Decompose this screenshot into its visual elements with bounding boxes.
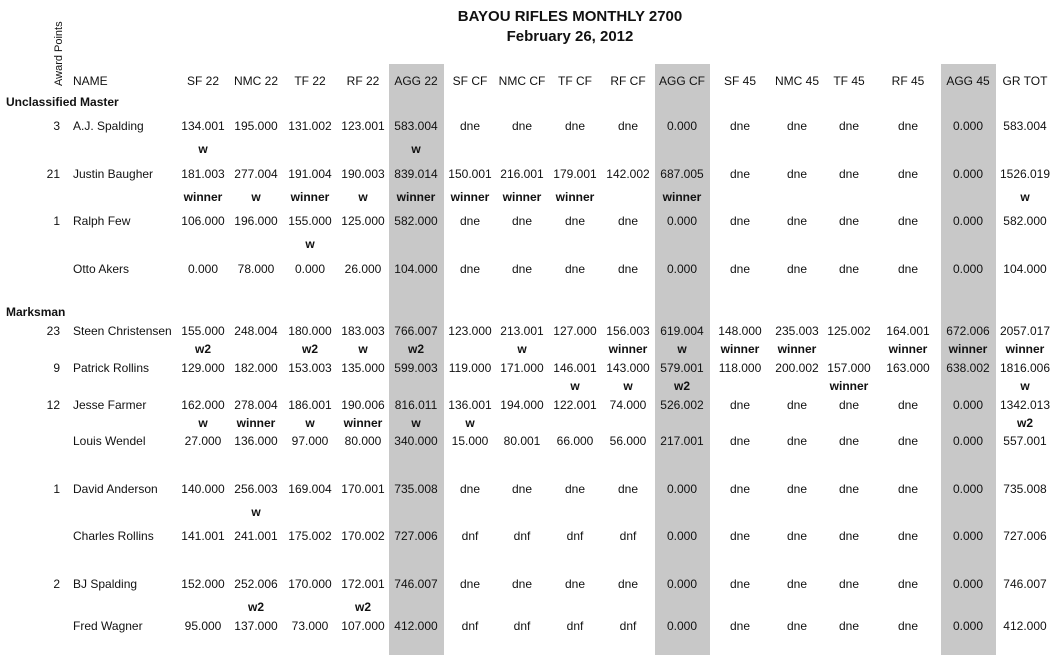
score-cell: dne: [729, 262, 751, 276]
shooter-name: David Anderson: [73, 482, 158, 496]
score-cell: 97.000: [291, 434, 329, 448]
score-cell: dne: [617, 482, 639, 496]
score-cell: dne: [838, 398, 860, 412]
award-tag: w: [1020, 190, 1030, 204]
page-title: BAYOU RIFLES MONTHLY 2700: [457, 8, 683, 25]
score-cell: dne: [838, 262, 860, 276]
score-cell: dnf: [461, 529, 479, 543]
score-cell: 155.000: [181, 324, 225, 338]
column-header: NMC 45: [774, 74, 820, 88]
shooter-name: Fred Wagner: [73, 619, 143, 633]
score-cell: 619.004: [660, 324, 704, 338]
score-cell: 170.000: [288, 577, 332, 591]
score-cell: 80.001: [503, 434, 541, 448]
score-cell: dne: [729, 214, 751, 228]
score-cell: 127.000: [553, 324, 597, 338]
score-cell: 118.000: [718, 361, 762, 375]
award-tag: winner: [450, 190, 490, 204]
award-tag: w: [358, 342, 368, 356]
score-cell: 155.000: [288, 214, 332, 228]
score-cell: dnf: [566, 529, 584, 543]
score-cell: 583.004: [1003, 119, 1047, 133]
award-tag: w2: [673, 379, 691, 393]
score-cell: 131.002: [288, 119, 332, 133]
score-cell: dne: [786, 529, 808, 543]
score-cell: dne: [897, 119, 919, 133]
column-header: NMC 22: [233, 74, 279, 88]
score-cell: 183.003: [341, 324, 385, 338]
score-cell: dne: [729, 577, 751, 591]
score-cell: 638.002: [946, 361, 990, 375]
score-cell: 278.004: [234, 398, 278, 412]
shooter-name: Patrick Rollins: [73, 361, 150, 375]
score-cell: dne: [729, 482, 751, 496]
column-header: SF 22: [186, 74, 220, 88]
score-cell: 0.000: [666, 262, 698, 276]
score-cell: 235.003: [775, 324, 819, 338]
score-cell: 579.001: [660, 361, 704, 375]
award-tag: winner: [608, 342, 648, 356]
score-cell: dne: [564, 482, 586, 496]
award-tag: w: [305, 416, 315, 430]
award-tag: w: [198, 416, 208, 430]
score-cell: dne: [897, 214, 919, 228]
award-tag: w2: [247, 600, 265, 614]
score-cell: 0.000: [666, 529, 698, 543]
score-cell: 146.001: [553, 361, 597, 375]
score-cell: dnf: [619, 529, 637, 543]
column-header: AGG 45: [946, 74, 990, 88]
score-cell: 0.000: [952, 619, 984, 633]
column-header: TF 22: [294, 74, 326, 88]
column-header: SF 45: [723, 74, 757, 88]
award-tag: w: [623, 379, 633, 393]
score-cell: 119.000: [448, 361, 492, 375]
score-cell: 122.001: [553, 398, 597, 412]
score-cell: 216.001: [500, 167, 544, 181]
score-cell: 27.000: [184, 434, 222, 448]
score-cell: 140.000: [181, 482, 225, 496]
score-cell: 179.001: [553, 167, 597, 181]
score-cell: dne: [617, 214, 639, 228]
award-tag: winner: [396, 190, 436, 204]
score-cell: 557.001: [1003, 434, 1047, 448]
shooter-name: Otto Akers: [73, 262, 130, 276]
column-header: TF CF: [558, 74, 592, 88]
score-cell: dne: [786, 434, 808, 448]
column-header: RF 22: [346, 74, 380, 88]
score-cell: 0.000: [666, 482, 698, 496]
score-cell: dnf: [619, 619, 637, 633]
score-cell: dne: [564, 214, 586, 228]
award-tag: winner: [290, 190, 330, 204]
score-cell: 106.000: [181, 214, 225, 228]
score-cell: 125.002: [827, 324, 871, 338]
score-cell: 340.000: [394, 434, 438, 448]
award-tag: w: [198, 142, 208, 156]
score-cell: 190.006: [341, 398, 385, 412]
award-points: 3: [53, 119, 60, 133]
column-header: RF CF: [610, 74, 646, 88]
score-cell: 213.001: [500, 324, 544, 338]
shooter-name: Steen Christensen: [73, 324, 172, 338]
column-header: AGG CF: [658, 74, 706, 88]
score-cell: 2057.017: [999, 324, 1051, 338]
score-cell: 0.000: [952, 482, 984, 496]
award-points: 1: [53, 214, 60, 228]
score-cell: dne: [729, 434, 751, 448]
score-cell: dne: [838, 167, 860, 181]
score-cell: dnf: [461, 619, 479, 633]
score-cell: 56.000: [609, 434, 647, 448]
award-tag: w: [517, 342, 527, 356]
award-points: 23: [46, 324, 60, 338]
score-cell: 95.000: [184, 619, 222, 633]
score-cell: dne: [838, 619, 860, 633]
score-cell: 582.000: [1003, 214, 1047, 228]
score-cell: dne: [838, 434, 860, 448]
score-cell: 217.001: [660, 434, 704, 448]
score-cell: 157.000: [827, 361, 871, 375]
score-cell: dne: [511, 482, 533, 496]
award-tag: winner: [343, 416, 383, 430]
column-header: TF 45: [833, 74, 865, 88]
score-cell: dnf: [566, 619, 584, 633]
score-cell: 687.005: [660, 167, 704, 181]
section-label: Marksman: [6, 305, 66, 319]
score-cell: 182.000: [234, 361, 278, 375]
award-tag: w: [305, 237, 315, 251]
score-cell: 152.000: [181, 577, 225, 591]
award-tag: winner: [1005, 342, 1045, 356]
score-cell: dne: [511, 262, 533, 276]
score-cell: dne: [511, 119, 533, 133]
column-header: NMC CF: [498, 74, 546, 88]
score-cell: 241.001: [234, 529, 278, 543]
award-tag: winner: [502, 190, 542, 204]
score-cell: 191.004: [288, 167, 332, 181]
award-tag: winner: [555, 190, 595, 204]
score-cell: 181.003: [181, 167, 225, 181]
score-cell: dne: [838, 214, 860, 228]
award-tag: winner: [720, 342, 760, 356]
score-cell: dnf: [513, 529, 531, 543]
score-cell: dne: [838, 529, 860, 543]
score-cell: 248.004: [234, 324, 278, 338]
score-cell: dne: [459, 262, 481, 276]
score-cell: 150.001: [448, 167, 492, 181]
score-cell: dne: [786, 167, 808, 181]
score-cell: dne: [729, 119, 751, 133]
score-cell: 134.001: [181, 119, 225, 133]
score-cell: 746.007: [394, 577, 438, 591]
score-cell: 129.000: [181, 361, 225, 375]
score-cell: 1526.019: [999, 167, 1051, 181]
score-cell: 15.000: [451, 434, 489, 448]
award-tag: w2: [407, 342, 425, 356]
award-tag: w: [465, 416, 475, 430]
score-cell: 169.004: [288, 482, 332, 496]
score-cell: dnf: [513, 619, 531, 633]
score-cell: dne: [786, 262, 808, 276]
score-cell: 153.003: [288, 361, 332, 375]
award-tag: w: [411, 142, 421, 156]
score-cell: dne: [459, 482, 481, 496]
award-tag: w: [677, 342, 687, 356]
score-cell: 0.000: [952, 119, 984, 133]
score-cell: 156.003: [606, 324, 650, 338]
score-cell: 0.000: [294, 262, 326, 276]
score-cell: 180.000: [288, 324, 332, 338]
score-cell: 170.002: [341, 529, 385, 543]
score-cell: dne: [729, 529, 751, 543]
score-cell: 137.000: [234, 619, 278, 633]
score-cell: 672.006: [946, 324, 990, 338]
score-cell: 142.002: [606, 167, 650, 181]
score-cell: 727.006: [1003, 529, 1047, 543]
shooter-name: BJ Spalding: [73, 577, 138, 591]
section-label: Unclassified Master: [6, 95, 119, 109]
score-cell: dne: [897, 482, 919, 496]
award-tag: w: [251, 190, 261, 204]
score-cell: dne: [729, 619, 751, 633]
score-cell: dne: [617, 577, 639, 591]
award-tag: w: [1020, 379, 1030, 393]
award-tag: winner: [777, 342, 817, 356]
column-header: SF CF: [452, 74, 488, 88]
award-tag: w: [251, 505, 261, 519]
score-cell: dne: [897, 434, 919, 448]
shooter-name: Justin Baugher: [73, 167, 154, 181]
score-cell: 107.000: [341, 619, 385, 633]
shooter-name: Ralph Few: [73, 214, 131, 228]
score-cell: 1342.013: [999, 398, 1051, 412]
award-tag: w2: [1016, 416, 1034, 430]
award-tag: w2: [194, 342, 212, 356]
score-cell: dne: [511, 577, 533, 591]
score-cell: dne: [729, 398, 751, 412]
score-cell: 0.000: [952, 262, 984, 276]
score-cell: 78.000: [237, 262, 275, 276]
score-cell: 143.000: [606, 361, 650, 375]
score-cell: 195.000: [234, 119, 278, 133]
score-cell: dne: [897, 167, 919, 181]
score-cell: 172.001: [341, 577, 385, 591]
shooter-name: Louis Wendel: [73, 434, 146, 448]
score-cell: 148.000: [718, 324, 762, 338]
score-cell: 277.004: [234, 167, 278, 181]
score-cell: 123.000: [448, 324, 492, 338]
award-tag: winner: [236, 416, 276, 430]
score-cell: 526.002: [660, 398, 704, 412]
award-tag: winner: [183, 190, 223, 204]
award-tag: winner: [662, 190, 702, 204]
score-cell: dne: [838, 482, 860, 496]
score-cell: dne: [564, 262, 586, 276]
score-cell: 170.001: [341, 482, 385, 496]
score-cell: 1816.006: [999, 361, 1051, 375]
score-cell: dne: [897, 619, 919, 633]
score-cell: 135.000: [341, 361, 385, 375]
score-cell: 196.000: [234, 214, 278, 228]
score-cell: dne: [511, 214, 533, 228]
score-cell: 104.000: [394, 262, 438, 276]
column-header: GR TOT: [1002, 74, 1048, 88]
score-cell: dne: [729, 167, 751, 181]
score-cell: 163.000: [886, 361, 930, 375]
score-cell: dne: [897, 577, 919, 591]
score-cell: 599.003: [394, 361, 438, 375]
score-cell: 190.003: [341, 167, 385, 181]
score-cell: 141.001: [181, 529, 225, 543]
award-points-label: Award Points: [53, 21, 65, 86]
award-tag: w: [411, 416, 421, 430]
score-cell: dne: [459, 119, 481, 133]
score-cell: 0.000: [952, 214, 984, 228]
score-cell: 727.006: [394, 529, 438, 543]
score-cell: dne: [786, 214, 808, 228]
award-tag: winner: [888, 342, 928, 356]
award-points: 9: [53, 361, 60, 375]
score-cell: 582.000: [394, 214, 438, 228]
column-header-name: NAME: [73, 74, 108, 88]
score-cell: 412.000: [1003, 619, 1047, 633]
shooter-name: A.J. Spalding: [73, 119, 144, 133]
score-cell: 164.001: [886, 324, 930, 338]
score-cell: 186.001: [288, 398, 332, 412]
score-cell: 256.003: [234, 482, 278, 496]
score-cell: dne: [617, 262, 639, 276]
score-cell: dne: [897, 398, 919, 412]
score-cell: 816.011: [394, 398, 438, 412]
award-points: 2: [53, 577, 60, 591]
score-cell: 171.000: [500, 361, 544, 375]
score-cell: dne: [786, 398, 808, 412]
score-cell: 80.000: [344, 434, 382, 448]
award-tag: winner: [829, 379, 869, 393]
column-header: AGG 22: [394, 74, 438, 88]
score-cell: 0.000: [952, 167, 984, 181]
score-cell: 746.007: [1003, 577, 1047, 591]
score-cell: 125.000: [341, 214, 385, 228]
score-cell: 136.001: [448, 398, 492, 412]
score-cell: 26.000: [344, 262, 382, 276]
score-cell: dne: [786, 119, 808, 133]
score-cell: 200.002: [775, 361, 819, 375]
award-tag: w2: [301, 342, 319, 356]
score-cell: dne: [838, 577, 860, 591]
page-date: February 26, 2012: [506, 28, 634, 45]
score-cell: 104.000: [1003, 262, 1047, 276]
score-cell: 0.000: [187, 262, 219, 276]
score-cell: 735.008: [394, 482, 438, 496]
score-cell: 123.001: [341, 119, 385, 133]
score-cell: 412.000: [394, 619, 438, 633]
award-tag: w: [358, 190, 368, 204]
score-cell: 175.002: [288, 529, 332, 543]
score-cell: 0.000: [666, 214, 698, 228]
score-cell: 66.000: [556, 434, 594, 448]
score-cell: 0.000: [666, 577, 698, 591]
award-tag: w2: [354, 600, 372, 614]
award-tag: winner: [948, 342, 988, 356]
award-points: 1: [53, 482, 60, 496]
aggcf-column-shade: [655, 64, 710, 655]
score-cell: 0.000: [952, 434, 984, 448]
score-cell: 162.000: [181, 398, 225, 412]
score-cell: 0.000: [666, 619, 698, 633]
score-cell: 0.000: [952, 398, 984, 412]
score-cell: 0.000: [952, 577, 984, 591]
score-cell: 583.004: [394, 119, 438, 133]
award-tag: w: [570, 379, 580, 393]
score-cell: dne: [564, 577, 586, 591]
score-cell: 252.006: [234, 577, 278, 591]
score-cell: 766.007: [394, 324, 438, 338]
agg45-column-shade: [941, 64, 996, 655]
score-cell: 136.000: [234, 434, 278, 448]
score-cell: dne: [786, 619, 808, 633]
score-cell: dne: [564, 119, 586, 133]
shooter-name: Jesse Farmer: [73, 398, 147, 412]
score-cell: dne: [617, 119, 639, 133]
score-cell: dne: [786, 577, 808, 591]
score-cell: 839.014: [394, 167, 438, 181]
score-cell: 0.000: [666, 119, 698, 133]
score-cell: dne: [897, 529, 919, 543]
shooter-name: Charles Rollins: [73, 529, 154, 543]
score-cell: 73.000: [291, 619, 329, 633]
award-points: 12: [46, 398, 60, 412]
score-cell: dne: [459, 214, 481, 228]
score-cell: dne: [897, 262, 919, 276]
column-header: RF 45: [891, 74, 925, 88]
score-cell: 735.008: [1003, 482, 1047, 496]
score-cell: 194.000: [500, 398, 544, 412]
score-cell: dne: [459, 577, 481, 591]
score-cell: dne: [786, 482, 808, 496]
award-points: 21: [46, 167, 60, 181]
score-cell: dne: [838, 119, 860, 133]
score-cell: 74.000: [609, 398, 647, 412]
score-cell: 0.000: [952, 529, 984, 543]
